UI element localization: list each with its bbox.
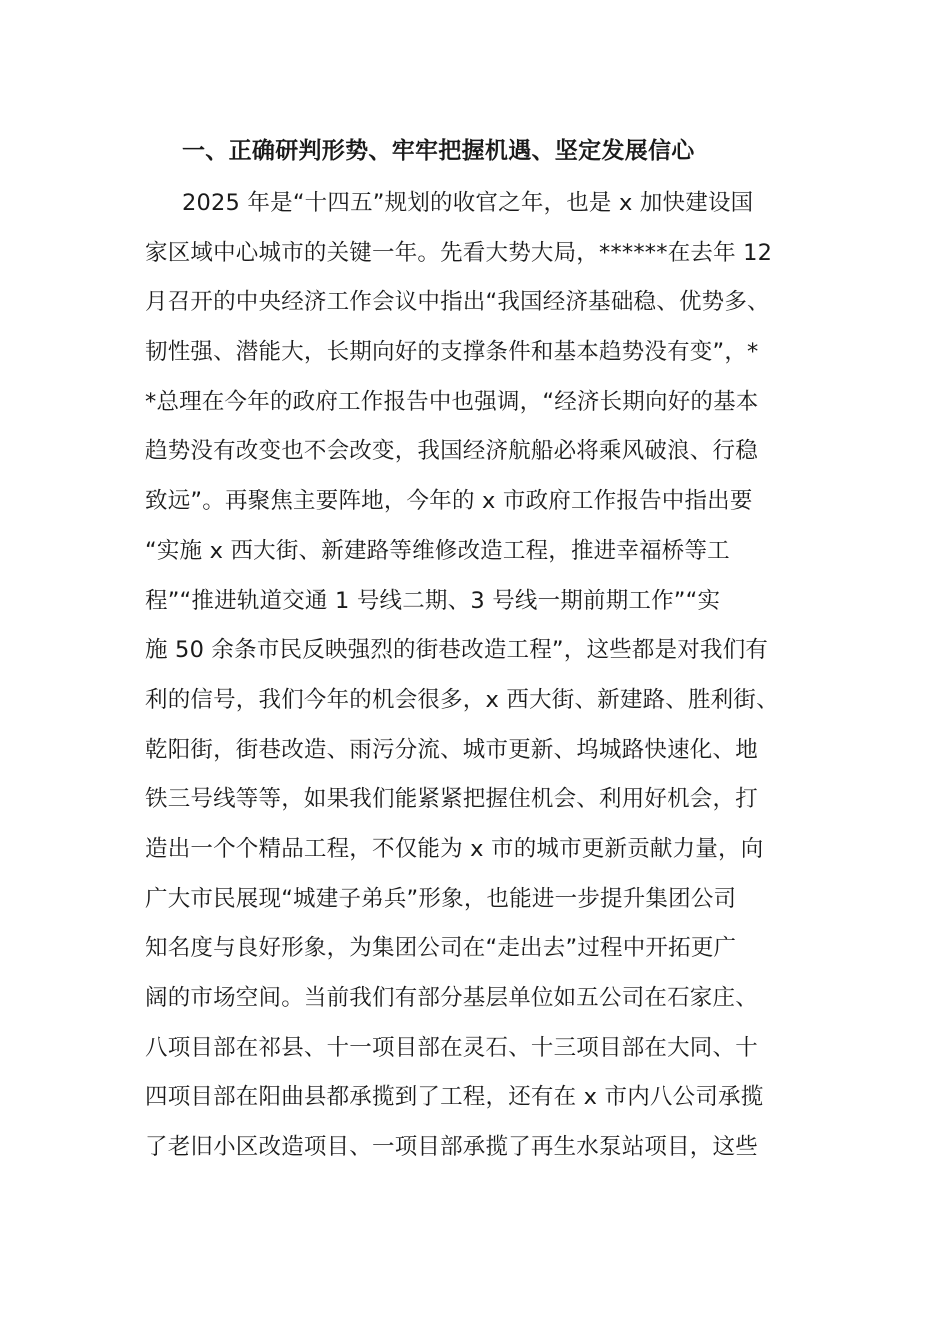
paragraph-line: 广大市民展现“城建子弟兵”形象，也能进一步提升集团公司 — [145, 885, 737, 912]
paragraph-line: 利的信号，我们今年的机会很多，x 西大街、新建路、胜利街、 — [145, 686, 779, 713]
section-heading: 一、正确研判形势、牢牢把握机遇、坚定发展信心 — [182, 138, 695, 164]
paragraph-line: 趋势没有改变也不会改变，我国经济航船必将乘风破浪、行稳 — [145, 438, 758, 465]
paragraph-line: 2025 年是“十四五”规划的收官之年，也是 x 加快建设国 — [182, 190, 754, 216]
paragraph-line: 乾阳街，街巷改造、雨污分流、城市更新、坞城路快速化、地 — [145, 736, 758, 763]
paragraph-line: 知名度与良好形象，为集团公司在“走出去”过程中开拓更广 — [145, 935, 737, 962]
paragraph-line: 月召开的中央经济工作会议中指出“我国经济基础稳、优势多、 — [145, 289, 770, 316]
paragraph-line: *总理在今年的政府工作报告中也强调，“经济长期向好的基本 — [145, 388, 759, 415]
paragraph-line: 韧性强、潜能大，长期向好的支撑条件和基本趋势没有变”，* — [145, 339, 759, 366]
paragraph-line: 家区域中心城市的关键一年。先看大势大局，******在去年 12 — [145, 239, 773, 266]
paragraph-line: 施 50 余条市民反映强烈的街巷改造工程”，这些都是对我们有 — [145, 637, 769, 664]
paragraph-line: 八项目部在祁县、十一项目部在灵石、十三项目部在大同、十 — [145, 1034, 758, 1061]
paragraph-line: 致远”。再聚焦主要阵地，今年的 x 市政府工作报告中指出要 — [145, 488, 753, 515]
body-paragraph — [145, 183, 807, 1177]
paragraph-line: 造出一个个精品工程，不仅能为 x 市的城市更新贡献力量，向 — [145, 835, 764, 862]
paragraph-line: 了老旧小区改造项目、一项目部承揽了再生水泵站项目，这些 — [145, 1134, 758, 1161]
paragraph-line: 四项目部在阳曲县都承揽到了工程，还有在 x 市内八公司承揽 — [145, 1084, 764, 1111]
paragraph-line: “实施 x 西大街、新建路等维修改造工程，推进幸福桥等工 — [145, 537, 730, 564]
paragraph-line: 程”“推进轨道交通 1 号线二期、3 号线一期前期工作”“实 — [145, 587, 721, 614]
paragraph-line: 铁三号线等等，如果我们能紧紧把握住机会、利用好机会，打 — [145, 786, 758, 813]
paragraph-line: 阔的市场空间。当前我们有部分基层单位如五公司在石家庄、 — [145, 985, 758, 1011]
